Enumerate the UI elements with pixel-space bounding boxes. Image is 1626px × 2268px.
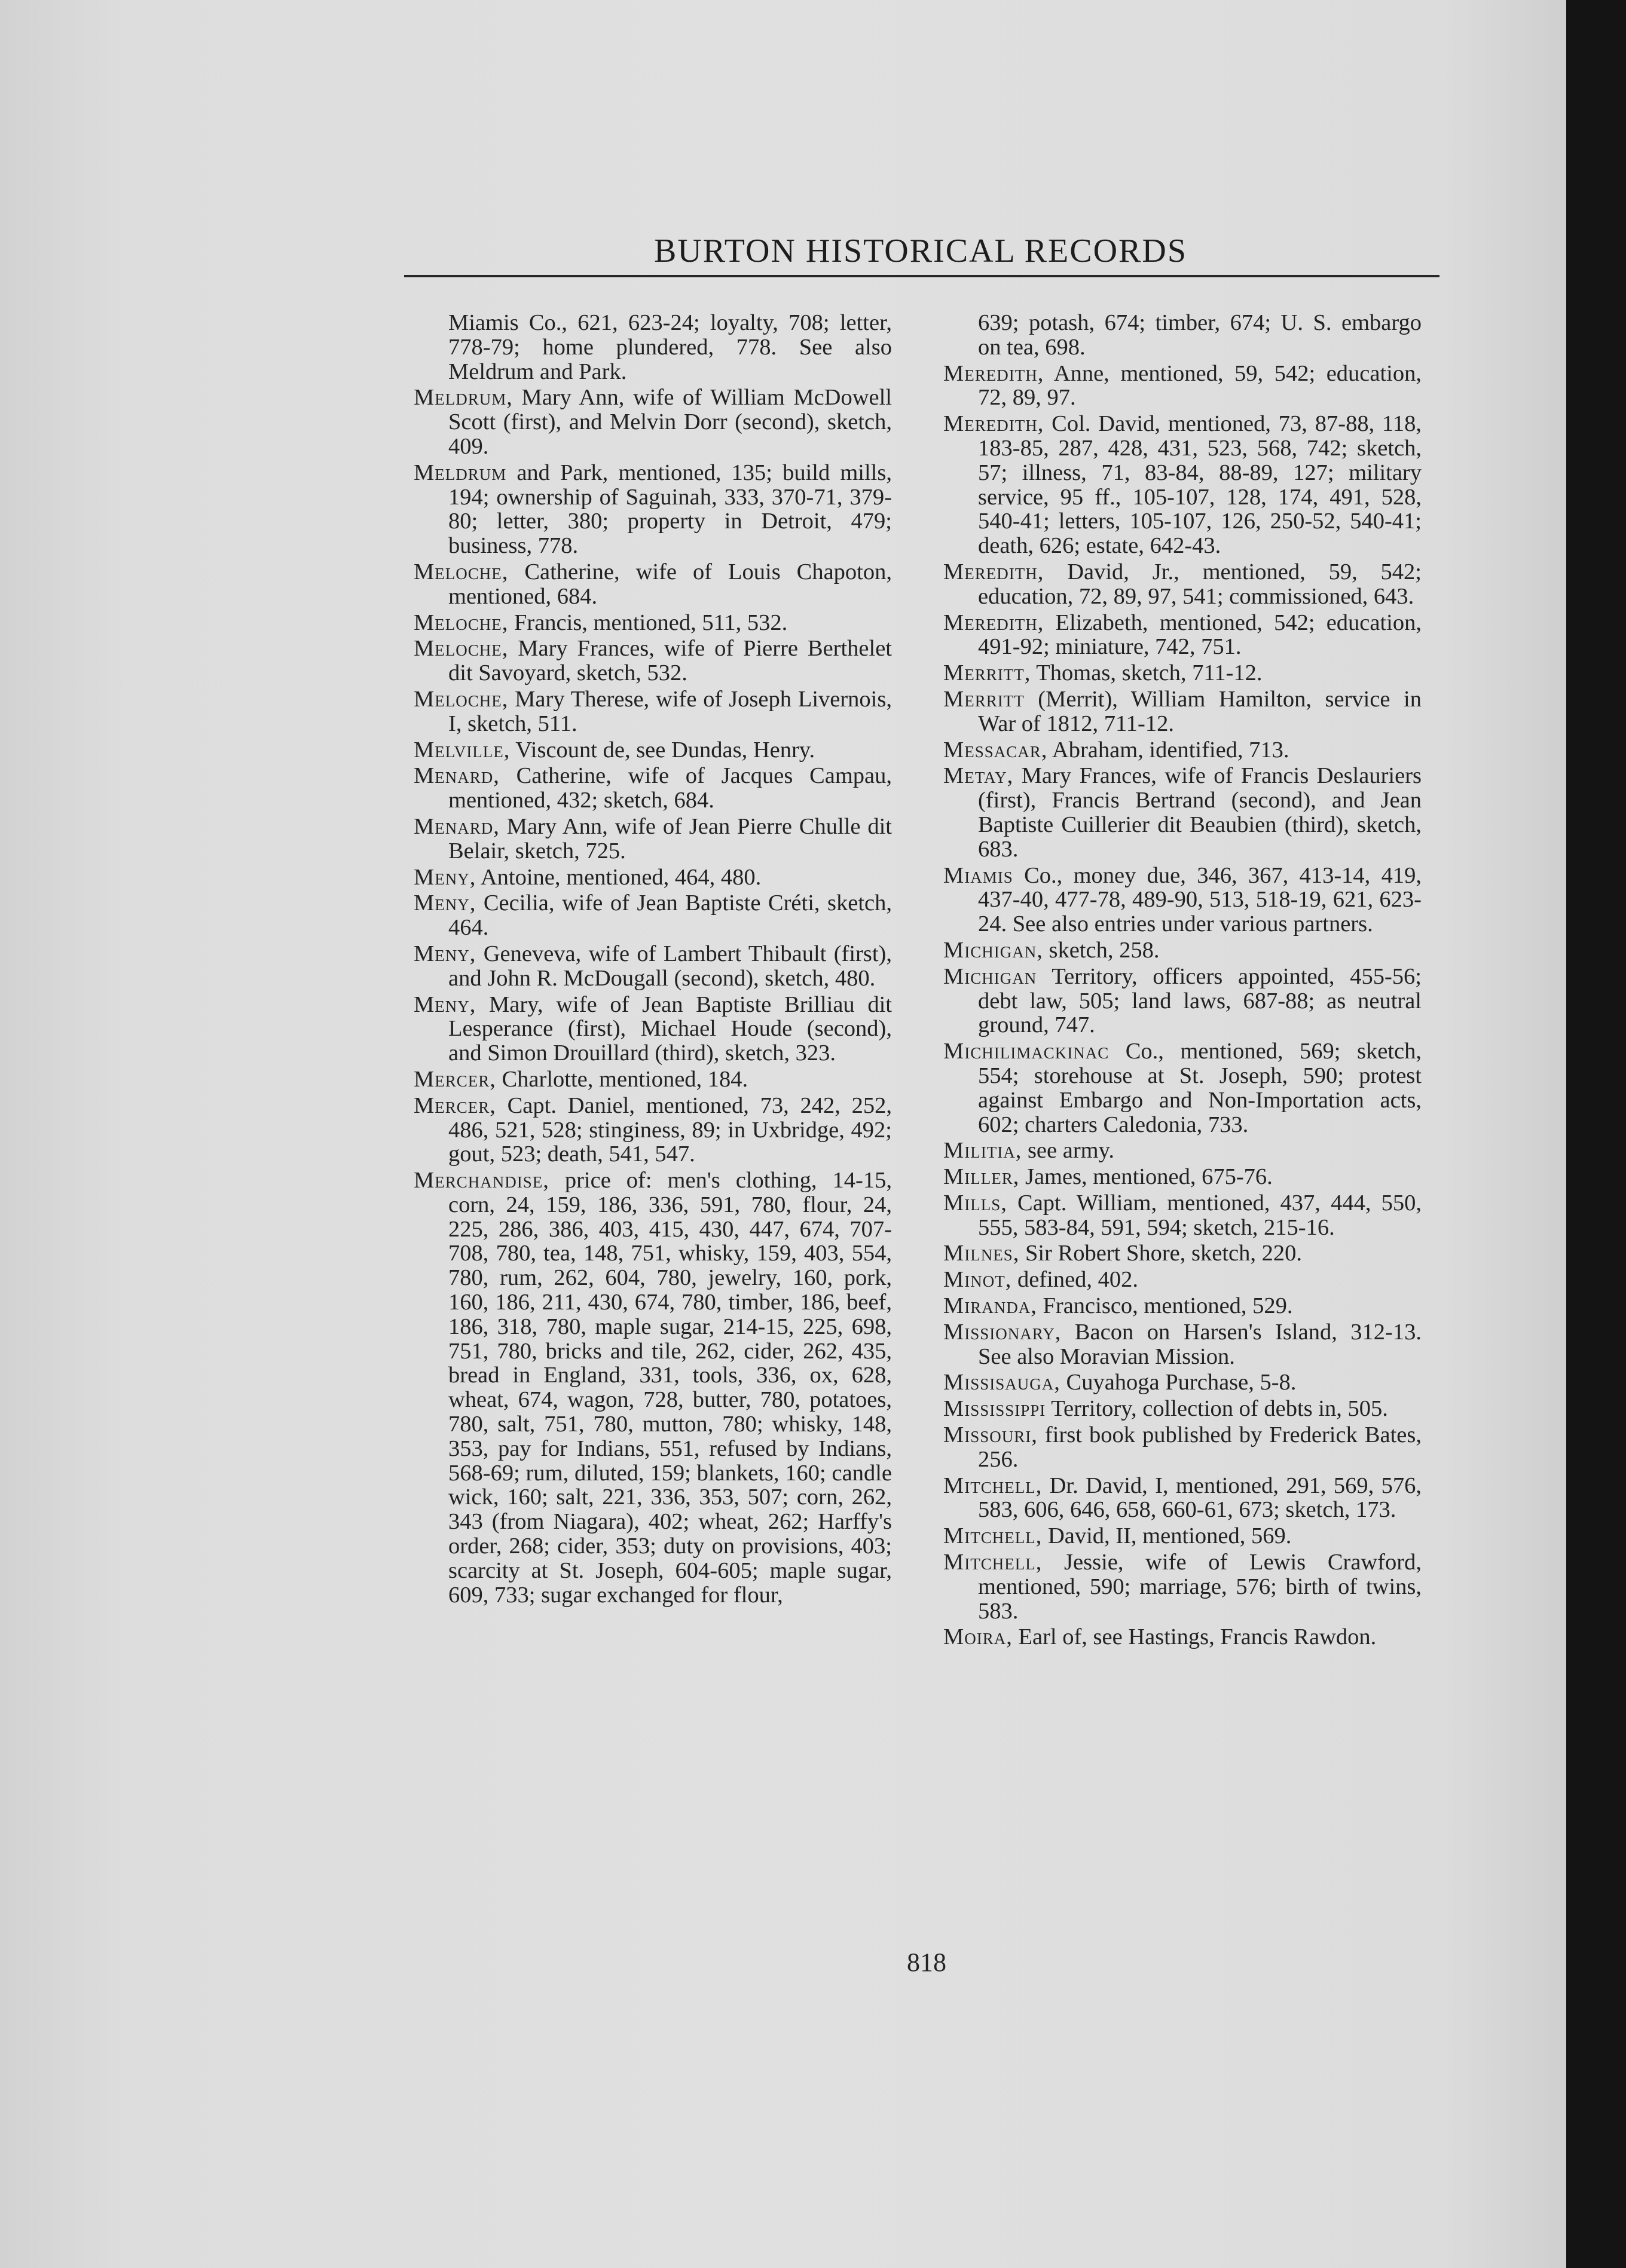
entry-text: Territory, officers appointed, 455-56; debt law, 505; land laws, 687-88; as neutral ground, 747. xyxy=(978,963,1422,1038)
entry-text: Francis, mentioned, 511, 532. xyxy=(508,610,788,635)
entry-text: sketch, 258. xyxy=(1043,937,1160,963)
entry-heading: Meloche, xyxy=(414,610,509,635)
entry-heading: Mills, xyxy=(943,1190,1007,1216)
entry-text: David, II, mentioned, 569. xyxy=(1042,1523,1292,1549)
entry-heading: Meldrum, xyxy=(414,385,513,411)
entry-heading: Meny, xyxy=(414,941,476,966)
entry-heading: Missisauga, xyxy=(943,1370,1060,1395)
entry-text: Elizabeth, mentioned, 542; education, 491-92; miniature, 742, 751. xyxy=(978,610,1422,660)
index-entry xyxy=(943,1423,1422,1472)
entry-text: 639; potash, 674; timber, 674; U. S. embargo on tea, 698. xyxy=(978,310,1422,360)
entry-heading: Mercer, xyxy=(414,1092,496,1118)
entry-text: Col. David, mentioned, 73, 87-88, 118, 183-85, 287, 428, 431, 523, 568, 742; sketch, 57; illness, 71, 83-84, 88-89, 127; military service, 95 ff., 105-107, 128, 174, 491, 528, 540-41; letters, 105-107, 126, 250-52, 540-41; death, 626; estate, 642-43. xyxy=(978,411,1422,559)
entry-text: (Merrit), William Hamilton, service in War of 1812, 711-12. xyxy=(978,686,1422,736)
index-entry xyxy=(414,942,892,991)
index-entry xyxy=(943,864,1422,936)
index-entry xyxy=(943,1138,1422,1163)
index-entry xyxy=(414,1067,892,1092)
entry-heading: Mississippi xyxy=(943,1396,1046,1422)
entry-heading: Metay, xyxy=(943,763,1014,789)
index-entry xyxy=(943,1241,1422,1266)
entry-text: James, mentioned, 675-76. xyxy=(1019,1164,1273,1190)
index-entry xyxy=(414,738,892,763)
index-entry xyxy=(414,311,892,384)
entry-heading: Mitchell, xyxy=(943,1523,1043,1549)
index-entry xyxy=(414,815,892,864)
entry-heading: Mitchell, xyxy=(943,1473,1043,1498)
entry-text: Thomas, sketch, 711-12. xyxy=(1031,660,1263,686)
index-entry xyxy=(943,611,1422,660)
entry-heading: Missionary, xyxy=(943,1319,1062,1345)
index-entry xyxy=(414,865,892,890)
entry-text: Jessie, wife of Lewis Crawford, mentioned, 590; marriage, 576; birth of twins, 583. xyxy=(978,1550,1422,1624)
entry-heading: Mitchell, xyxy=(943,1550,1043,1575)
entry-heading: Meloche, xyxy=(414,686,509,712)
entry-heading: Merchandise, xyxy=(414,1168,549,1193)
entry-heading: Mercer, xyxy=(414,1066,496,1092)
index-entry xyxy=(943,1370,1422,1395)
entry-text: Antoine, mentioned, 464, 480. xyxy=(476,864,762,890)
index-entry xyxy=(414,636,892,685)
entry-text: Cecilia, wife of Jean Baptiste Créti, sketch, 464. xyxy=(448,890,892,941)
index-entry xyxy=(414,611,892,635)
index-entry xyxy=(414,993,892,1066)
entry-heading: Menard, xyxy=(414,763,500,789)
page-number: 818 xyxy=(907,1948,946,1977)
entry-heading: Meldrum xyxy=(414,460,507,485)
entry-text: Dr. David, I, mentioned, 291, 569, 576, 583, 606, 646, 658, 660-61, 673; sketch, 173. xyxy=(978,1473,1422,1523)
index-entry xyxy=(943,1039,1422,1137)
entry-text: Francisco, mentioned, 529. xyxy=(1037,1293,1293,1319)
index-entry xyxy=(943,1397,1422,1421)
entry-heading: Miranda, xyxy=(943,1293,1037,1319)
entry-text: Viscount de, see Dundas, Henry. xyxy=(510,737,815,763)
index-entry xyxy=(414,1168,892,1607)
entry-text: Earl of, see Hastings, Francis Rawdon. xyxy=(1012,1624,1377,1650)
index-entry xyxy=(943,764,1422,861)
index-entry xyxy=(943,1268,1422,1292)
entry-heading: Meny, xyxy=(414,991,476,1017)
index-entry xyxy=(943,1474,1422,1523)
index-column-left xyxy=(414,311,892,1609)
entry-text: Mary Ann, wife of William McDowell Scott (first), and Melvin Dorr (second), sketch, 409. xyxy=(448,385,892,459)
index-entry xyxy=(943,687,1422,736)
entry-heading: Miamis xyxy=(943,862,1013,888)
index-entry xyxy=(414,560,892,609)
entry-heading: Melville, xyxy=(414,737,511,763)
entry-text: see army. xyxy=(1022,1138,1114,1164)
entry-heading: Menard, xyxy=(414,813,500,839)
entry-heading: Michigan, xyxy=(943,937,1043,963)
index-entry xyxy=(943,1320,1422,1369)
index-entry xyxy=(943,738,1422,763)
index-entry xyxy=(943,560,1422,609)
index-entry xyxy=(943,1165,1422,1189)
entry-text: first book published by Frederick Bates, 256. xyxy=(978,1422,1422,1472)
entry-heading: Militia, xyxy=(943,1138,1022,1164)
entry-heading: Meredith, xyxy=(943,411,1044,437)
index-entry xyxy=(943,1191,1422,1240)
entry-text: Anne, mentioned, 59, 542; education, 72, 89, 97. xyxy=(978,360,1422,411)
entry-text: Sir Robert Shore, sketch, 220. xyxy=(1019,1241,1302,1266)
entry-heading: Missouri, xyxy=(943,1422,1038,1448)
entry-text: Mary, wife of Jean Baptiste Brilliau dit Lesperance (first), Michael Houde (second), and Simon Drouillard (third), sketch, 323. xyxy=(448,991,892,1066)
entry-heading: Miller, xyxy=(943,1164,1020,1190)
entry-heading: Minot, xyxy=(943,1267,1012,1293)
running-head: BURTON HISTORICAL RECORDS xyxy=(654,232,1187,270)
entry-heading: Messacar, xyxy=(943,737,1048,763)
entry-heading: Michigan xyxy=(943,963,1037,989)
entry-text: and Park, mentioned, 135; build mills, 194; ownership of Saguinah, 333, 370-71, 379-80; letter, 380; property in Detroit, 479; business, 778. xyxy=(448,460,892,559)
entry-text: Mary Frances, wife of Francis Deslauriers (first), Francis Bertrand (second), and Jean Baptiste Cuillerier dit Beaubien (third), sketch, 683. xyxy=(978,763,1422,862)
entry-heading: Meny, xyxy=(414,864,476,890)
index-entry xyxy=(943,362,1422,411)
entry-text: Capt. William, mentioned, 437, 444, 550, 555, 583-84, 591, 594; sketch, 215-16. xyxy=(978,1190,1422,1240)
entry-heading: Milnes, xyxy=(943,1241,1020,1266)
index-entry xyxy=(414,764,892,813)
entry-text: Geneveva, wife of Lambert Thibault (first), and John R. McDougall (second), sketch, 480. xyxy=(448,941,892,991)
entry-heading: Meredith, xyxy=(943,610,1044,635)
entry-heading: Meredith, xyxy=(943,360,1044,386)
index-entry xyxy=(414,385,892,458)
index-entry xyxy=(943,661,1422,685)
scan-background-edge xyxy=(1566,0,1626,2268)
index-entry xyxy=(414,461,892,558)
entry-text: Catherine, wife of Louis Chapoton, mentioned, 684. xyxy=(448,559,892,609)
entry-text: Territory, collection of debts in, 505. xyxy=(1046,1396,1388,1422)
index-entry xyxy=(414,1094,892,1167)
index-entry xyxy=(943,1524,1422,1548)
index-entry xyxy=(943,1625,1422,1649)
entry-heading: Meloche, xyxy=(414,636,509,662)
index-entry xyxy=(943,1294,1422,1318)
entry-text: Miamis Co., 621, 623-24; loyalty, 708; letter, 778-79; home plundered, 778. See also Meldrum and Park. xyxy=(448,310,892,384)
entry-heading: Moira, xyxy=(943,1624,1013,1650)
entry-text: Abraham, identified, 713. xyxy=(1047,737,1289,763)
entry-text: Cuyahoga Purchase, 5-8. xyxy=(1060,1370,1297,1395)
entry-heading: Michilimackinac xyxy=(943,1039,1110,1064)
entry-text: Charlotte, mentioned, 184. xyxy=(496,1066,748,1092)
index-entry xyxy=(414,891,892,940)
entry-text: Mary Therese, wife of Joseph Livernois, I, sketch, 511. xyxy=(448,686,892,736)
entry-heading: Meredith, xyxy=(943,559,1044,584)
entry-text: David, Jr., mentioned, 59, 542; education, 72, 89, 97, 541; commissioned, 643. xyxy=(978,559,1422,609)
entry-text: price of: men's clothing, 14-15, corn, 24, 159, 186, 336, 591, 780, flour, 24, 225, 286, 386, 403, 415, 430, 447, 674, 707-708, 780, tea, 148, 751, whisky, 159, 403, 554, 780, rum, 262, 604, 780, jewelry, 160, pork, 160, 186, 211, 430, 674, 780, timber, 186, beef, 186, 318, 780, maple sugar, 214-15, 225, 698, 751, 780, bricks and tile, 262, cider, 262, 435, bread in England, 331, tools, 336, ox, 628, wheat, 674, wagon, 728, butter, 780, potatoes, 780, salt, 751, 780, mutton, 780; whisky, 148, 353, pay for Indians, 551, refused by Indians, 568-69; rum, diluted, 159; blankets, 160; candle wick, 160; salt, 221, 336, 353, 507; corn, 262, 343 (from Niagara), 402; wheat, 262; Harffy's order, 268; cider, 353; duty on provisions, 403; scarcity at St. Joseph, 604-605; maple sugar, 609, 733; sugar exchanged for flour, xyxy=(448,1168,892,1608)
entry-heading: Merritt xyxy=(943,686,1025,712)
index-entry xyxy=(943,1550,1422,1623)
entry-heading: Merritt, xyxy=(943,660,1031,686)
index-entry xyxy=(943,311,1422,360)
entry-text: defined, 402. xyxy=(1011,1267,1139,1293)
entry-text: Mary Frances, wife of Pierre Berthelet dit Savoyard, sketch, 532. xyxy=(448,636,892,686)
header-rule xyxy=(404,275,1439,277)
index-entry xyxy=(943,938,1422,963)
entry-text: Bacon on Harsen's Island, 312-13. See also Moravian Mission. xyxy=(978,1319,1422,1369)
entry-heading: Meny, xyxy=(414,890,476,916)
entry-heading: Meloche, xyxy=(414,559,509,584)
index-column-right xyxy=(943,311,1422,1651)
entry-text: Capt. Daniel, mentioned, 73, 242, 252, 486, 521, 528; stinginess, 89; in Uxbridge, 492; gout, 523; death, 541, 547. xyxy=(448,1092,892,1167)
entry-text: Mary Ann, wife of Jean Pierre Chulle dit Belair, sketch, 725. xyxy=(448,813,892,864)
index-entry xyxy=(414,687,892,736)
entry-text: Co., mentioned, 569; sketch, 554; storehouse at St. Joseph, 590; protest against Embargo and Non-Importation acts, 602; charters Caledonia, 733. xyxy=(978,1039,1422,1137)
index-entry xyxy=(943,965,1422,1037)
entry-text: Co., money due, 346, 367, 413-14, 419, 437-40, 477-78, 489-90, 513, 518-19, 621, 623-24. See also entries under various partners. xyxy=(978,862,1422,937)
index-entry xyxy=(943,412,1422,558)
entry-text: Catherine, wife of Jacques Campau, mentioned, 432; sketch, 684. xyxy=(448,763,892,813)
